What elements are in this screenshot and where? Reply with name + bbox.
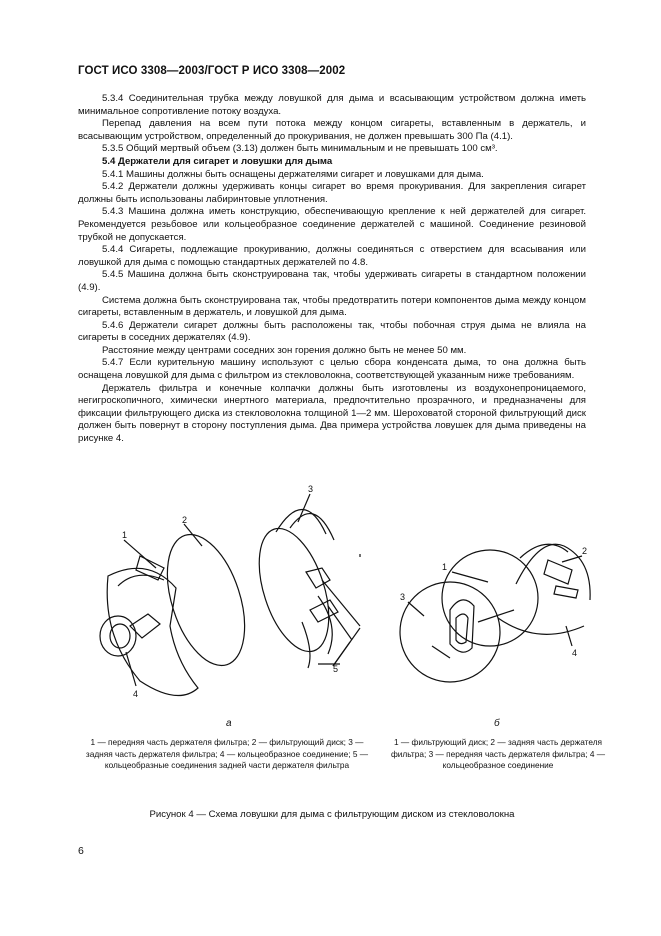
paragraph: Перепад давления на всем пути потока между концом сигареты, вставленным в держатель, и всасывающим устройством, определенный до прокуривания, не должен превышать 300 Па (4.1). bbox=[78, 118, 586, 142]
filter-trap-drawing bbox=[78, 476, 618, 736]
body-text bbox=[78, 93, 586, 446]
drawing-part-a bbox=[100, 494, 360, 696]
figure-caption-a: 1 — передняя часть держателя фильтра; 2 — фильтрующий диск; 3 — задняя часть держателя фильтра; 4 — кольцеобразное соединение; 5 — кольцеобразные соединения задней части держателя фильтра bbox=[85, 737, 369, 771]
figure-4 bbox=[78, 476, 618, 736]
paragraph: Расстояние между центрами соседних зон горения должно быть не менее 50 мм. bbox=[102, 344, 467, 356]
paragraph: 5.4.2 Держатели должны удерживать концы сигарет во время прокуривания. Для закрепления сигарет должны быть использованы лабиринтовые уплотнения. bbox=[78, 181, 586, 205]
figure-label-b: б bbox=[494, 718, 500, 729]
figure-caption-b: 1 — фильтрующий диск; 2 — задняя часть держателя фильтра; 3 — передняя часть держателя фильтра; 4 — кольцеобразное соединение bbox=[390, 737, 606, 771]
paragraph: 5.3.4 Соединительная трубка между ловушкой для дыма и всасывающим устройством должна иметь минимальное сопротивление потоку воздуха. bbox=[78, 93, 586, 117]
callout-a-3: 3 bbox=[308, 484, 314, 494]
paragraph: 5.4.6 Держатели сигарет должны быть расположены так, чтобы побочная струя дыма не влияла на сигареты в соседних держателях (4.9). bbox=[78, 319, 586, 344]
callout-b-1: 1 bbox=[442, 562, 448, 572]
paragraph: 5.4.4 Сигареты, подлежащие прокуриванию, должны соединяться с отверстием для всасывания или ловушкой для дыма с помощью стандартных держателей по 4.8. bbox=[78, 244, 586, 268]
drawing-part-b bbox=[400, 544, 590, 682]
callout-a-4: 4 bbox=[133, 689, 139, 699]
section-heading: 5.4 Держатели для сигарет и ловушки для дыма bbox=[102, 155, 333, 167]
callout-b-2: 2 bbox=[582, 546, 588, 556]
paragraph: Держатель фильтра и конечные колпачки должны быть изготовлены из воздухонепроницаемого, негигроскопичного, химически инертного материала, предпочтительно прозрачного, и предназначены для фиксации фильтрующего диска из стекловолокна толщиной 1—2 мм. Шероховатой стороной фильтрующий диск должен быть повернут в сторону поступления дыма. Два примера устройства ловушек для дыма приведены на рисунке 4. bbox=[78, 382, 586, 445]
paragraph: 5.3.5 Общий мертвый объем (3.13) должен быть минимальным и не превышать 100 см³. bbox=[102, 143, 498, 155]
callout-a-1: 1 bbox=[122, 530, 128, 540]
page-header: ГОСТ ИСО 3308—2003/ГОСТ Р ИСО 3308—2002 bbox=[78, 65, 346, 77]
paragraph: 5.4.5 Машина должна быть сконструирована так, чтобы удерживать сигареты в стандартном положении (4.9). bbox=[78, 269, 586, 293]
callout-a-2: 2 bbox=[182, 515, 188, 525]
paragraph: 5.4.7 Если курительную машину используют с целью сбора конденсата дыма, то она должна быть оснащена ловушкой для дыма с фильтром из стекловолокна, соответствующей указанным ниже требованиям. bbox=[78, 357, 586, 382]
paragraph: 5.4.3 Машина должна иметь конструкцию, обеспечивающую крепление к ней держателей для сигарет. Рекомендуется резьбовое или кольцеобразное соединение держателей с машиной. Соединение резиновой трубкой не допускается. bbox=[78, 206, 586, 243]
callout-a-5: 5 bbox=[333, 664, 339, 674]
paragraph: Система должна быть сконструирована так, чтобы предотвратить потери компонентов дыма между концом сигареты, вставленным в держатель, и ловушкой для дыма. bbox=[78, 294, 586, 319]
paragraph: 5.4.1 Машины должны быть оснащены держателями сигарет и ловушками для дыма. bbox=[102, 168, 484, 180]
callout-b-4: 4 bbox=[572, 648, 578, 658]
figure-label-a: а bbox=[226, 718, 232, 729]
callout-b-3: 3 bbox=[400, 592, 406, 602]
page-number: 6 bbox=[78, 845, 84, 857]
figure-title: Рисунок 4 — Схема ловушки для дыма с фильтрующим диском из стекловолокна bbox=[149, 809, 515, 820]
